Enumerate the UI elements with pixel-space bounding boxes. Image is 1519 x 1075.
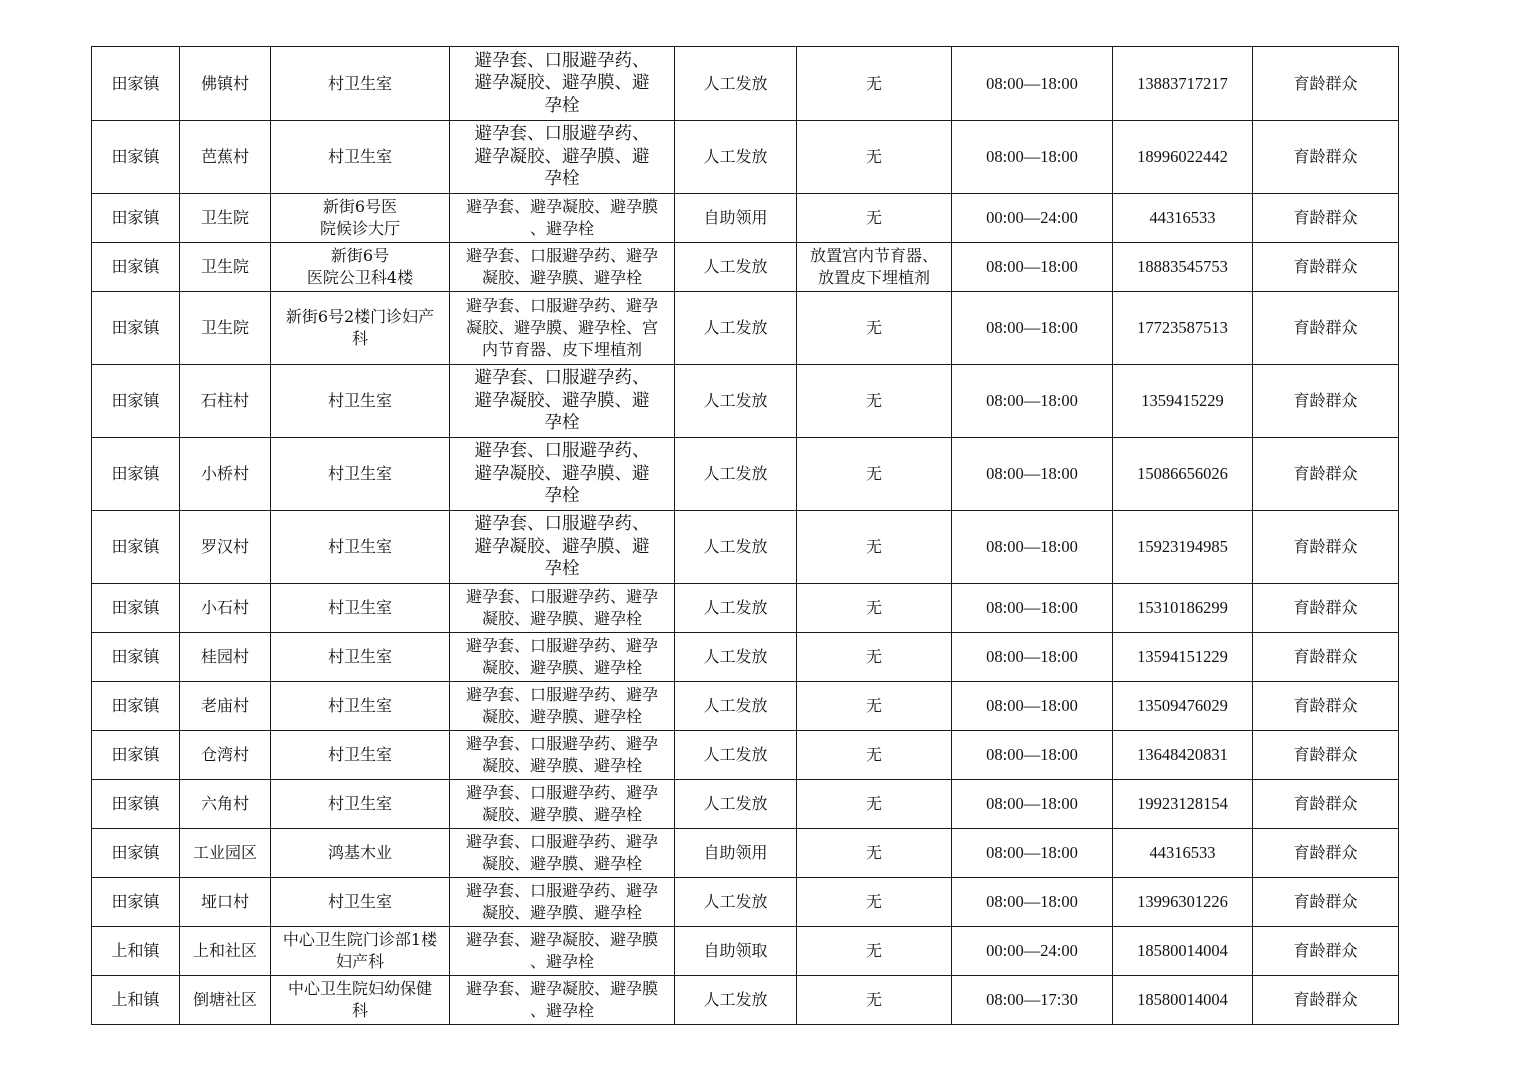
table-row — [92, 365, 1399, 438]
location-cell-line: 科 — [351, 1001, 368, 1020]
audience-cell: 育龄群众 — [1253, 829, 1399, 878]
location-cell — [271, 511, 450, 584]
location-cell-line: 村卫生室 — [327, 73, 392, 93]
location-cell-line: 村卫生室 — [327, 647, 392, 666]
table-row — [92, 682, 1399, 731]
table-row — [92, 511, 1399, 584]
methods-cell — [450, 976, 675, 1025]
phone-cell: 13883717217 — [1113, 47, 1253, 121]
services-cell-line: 放置宫内节育器、 — [809, 246, 938, 265]
location-cell — [271, 47, 450, 121]
phone-cell: 19923128154 — [1113, 780, 1253, 829]
audience-cell: 育龄群众 — [1253, 633, 1399, 682]
audience-cell: 育龄群众 — [1253, 47, 1399, 121]
distribution-cell: 人工发放 — [675, 511, 797, 584]
phone-cell: 18883545753 — [1113, 243, 1253, 292]
services-cell-line: 无 — [865, 843, 882, 862]
table-row — [92, 780, 1399, 829]
services-cell-line: 无 — [865, 745, 882, 764]
methods-cell-line: 避孕套、口服避孕药、避孕 — [465, 246, 658, 265]
services-cell-line: 无 — [865, 647, 882, 666]
methods-cell — [450, 731, 675, 780]
distribution-cell: 自助领取 — [675, 927, 797, 976]
audience-cell: 育龄群众 — [1253, 878, 1399, 927]
site-cell: 佛镇村 — [180, 47, 271, 121]
location-cell-line: 妇产科 — [335, 952, 384, 971]
site-cell: 六角村 — [180, 780, 271, 829]
distribution-cell: 自助领用 — [675, 194, 797, 243]
services-cell — [797, 511, 952, 584]
town-cell: 田家镇 — [92, 365, 180, 438]
location-cell — [271, 633, 450, 682]
table-row — [92, 292, 1399, 365]
methods-cell-line: 凝胶、避孕膜、避孕栓 — [481, 756, 642, 775]
distribution-cell: 人工发放 — [675, 731, 797, 780]
location-cell-line: 院候诊大厅 — [319, 219, 400, 238]
phone-cell: 18996022442 — [1113, 121, 1253, 194]
hours-cell: 08:00—18:00 — [952, 243, 1113, 292]
audience-cell: 育龄群众 — [1253, 976, 1399, 1025]
services-cell — [797, 584, 952, 633]
town-cell: 田家镇 — [92, 438, 180, 511]
site-cell: 芭蕉村 — [180, 121, 271, 194]
methods-cell-line: 避孕套、口服避孕药、避孕 — [465, 881, 658, 900]
hours-cell: 00:00—24:00 — [952, 194, 1113, 243]
hours-cell: 08:00—18:00 — [952, 633, 1113, 682]
methods-cell-line: 孕栓 — [544, 169, 580, 190]
site-cell: 工业园区 — [180, 829, 271, 878]
distribution-cell: 人工发放 — [675, 365, 797, 438]
distribution-cell: 人工发放 — [675, 47, 797, 121]
town-cell: 田家镇 — [92, 243, 180, 292]
site-cell: 垭口村 — [180, 878, 271, 927]
methods-cell — [450, 438, 675, 511]
location-cell — [271, 731, 450, 780]
phone-cell: 13509476029 — [1113, 682, 1253, 731]
distribution-cell: 人工发放 — [675, 292, 797, 365]
hours-cell: 08:00—18:00 — [952, 121, 1113, 194]
services-cell — [797, 731, 952, 780]
town-cell: 田家镇 — [92, 584, 180, 633]
table-row — [92, 584, 1399, 633]
table-row — [92, 731, 1399, 780]
location-cell — [271, 829, 450, 878]
town-cell: 上和镇 — [92, 976, 180, 1025]
distribution-cell: 人工发放 — [675, 243, 797, 292]
town-cell: 田家镇 — [92, 511, 180, 584]
distribution-cell: 人工发放 — [675, 633, 797, 682]
location-cell-line: 村卫生室 — [327, 696, 392, 715]
methods-cell — [450, 829, 675, 878]
location-cell-line: 村卫生室 — [327, 147, 392, 166]
methods-cell-line: 孕栓 — [544, 95, 580, 116]
services-cell-line: 无 — [865, 391, 882, 410]
location-cell — [271, 194, 450, 243]
methods-cell — [450, 292, 675, 365]
phone-cell: 13996301226 — [1113, 878, 1253, 927]
site-cell: 上和社区 — [180, 927, 271, 976]
methods-cell-line: 凝胶、避孕膜、避孕栓 — [481, 707, 642, 726]
location-cell-line: 新街6号医 — [322, 197, 398, 216]
town-cell: 田家镇 — [92, 292, 180, 365]
distribution-cell: 人工发放 — [675, 878, 797, 927]
phone-cell: 13594151229 — [1113, 633, 1253, 682]
audience-cell: 育龄群众 — [1253, 438, 1399, 511]
town-cell: 田家镇 — [92, 780, 180, 829]
methods-cell — [450, 47, 675, 121]
audience-cell: 育龄群众 — [1253, 731, 1399, 780]
methods-cell-line: 避孕套、口服避孕药、避孕 — [465, 587, 658, 606]
services-cell-line: 无 — [865, 598, 882, 617]
town-cell: 田家镇 — [92, 731, 180, 780]
location-cell — [271, 878, 450, 927]
services-cell — [797, 438, 952, 511]
audience-cell: 育龄群众 — [1253, 194, 1399, 243]
hours-cell: 08:00—18:00 — [952, 438, 1113, 511]
phone-cell: 18580014004 — [1113, 927, 1253, 976]
phone-cell: 44316533 — [1113, 194, 1253, 243]
site-cell: 老庙村 — [180, 682, 271, 731]
town-cell: 田家镇 — [92, 121, 180, 194]
location-cell — [271, 292, 450, 365]
methods-cell-line: 避孕套、避孕凝胶、避孕膜 — [465, 979, 658, 998]
methods-cell-line: 避孕套、避孕凝胶、避孕膜 — [465, 930, 658, 949]
hours-cell: 08:00—18:00 — [952, 780, 1113, 829]
table-row — [92, 927, 1399, 976]
services-cell-line: 无 — [865, 696, 882, 715]
site-cell: 卫生院 — [180, 292, 271, 365]
town-cell: 田家镇 — [92, 47, 180, 121]
location-cell-line: 村卫生室 — [327, 537, 392, 556]
methods-cell-line: 凝胶、避孕膜、避孕栓 — [481, 268, 642, 287]
methods-cell-line: 避孕凝胶、避孕膜、避 — [474, 73, 650, 94]
methods-cell-line: 避孕套、口服避孕药、 — [474, 441, 650, 462]
location-cell-line: 新街6号 — [330, 246, 390, 265]
table-row — [92, 976, 1399, 1025]
methods-cell-line: 、避孕栓 — [529, 952, 594, 971]
methods-cell — [450, 927, 675, 976]
audience-cell: 育龄群众 — [1253, 121, 1399, 194]
distribution-sites-table — [91, 46, 1399, 1025]
location-cell-line: 鸿基木业 — [327, 843, 392, 862]
services-cell — [797, 365, 952, 438]
services-cell — [797, 633, 952, 682]
table-row — [92, 194, 1399, 243]
audience-cell: 育龄群众 — [1253, 780, 1399, 829]
methods-cell-line: 、避孕栓 — [529, 219, 594, 238]
site-cell: 倒塘社区 — [180, 976, 271, 1025]
hours-cell: 00:00—24:00 — [952, 927, 1113, 976]
phone-cell: 1359415229 — [1113, 365, 1253, 438]
phone-cell: 17723587513 — [1113, 292, 1253, 365]
location-cell — [271, 927, 450, 976]
services-cell — [797, 878, 952, 927]
methods-cell-line: 避孕套、避孕凝胶、避孕膜 — [465, 197, 658, 216]
services-cell-line: 无 — [865, 794, 882, 813]
phone-cell: 44316533 — [1113, 829, 1253, 878]
location-cell-line: 村卫生室 — [327, 464, 392, 483]
table-row — [92, 829, 1399, 878]
distribution-cell: 人工发放 — [675, 121, 797, 194]
services-cell — [797, 292, 952, 365]
services-cell-line: 无 — [865, 208, 882, 227]
audience-cell: 育龄群众 — [1253, 927, 1399, 976]
methods-cell-line: 避孕套、口服避孕药、避孕 — [465, 734, 658, 753]
methods-cell-line: 凝胶、避孕膜、避孕栓 — [481, 854, 642, 873]
site-cell: 桂园村 — [180, 633, 271, 682]
hours-cell: 08:00—17:30 — [952, 976, 1113, 1025]
services-cell — [797, 927, 952, 976]
services-cell — [797, 829, 952, 878]
methods-cell-line: 孕栓 — [544, 559, 580, 580]
location-cell — [271, 682, 450, 731]
table-row — [92, 878, 1399, 927]
table-row — [92, 47, 1399, 121]
services-cell-line: 无 — [865, 464, 882, 483]
methods-cell — [450, 194, 675, 243]
town-cell: 田家镇 — [92, 633, 180, 682]
audience-cell: 育龄群众 — [1253, 365, 1399, 438]
methods-cell-line: 避孕套、口服避孕药、避孕 — [465, 832, 658, 851]
distribution-cell: 人工发放 — [675, 682, 797, 731]
table-row — [92, 243, 1399, 292]
location-cell — [271, 121, 450, 194]
audience-cell: 育龄群众 — [1253, 292, 1399, 365]
services-cell-line: 无 — [865, 537, 882, 556]
methods-cell-line: 避孕套、口服避孕药、避孕 — [465, 783, 658, 802]
phone-cell: 13648420831 — [1113, 731, 1253, 780]
methods-cell-line: 避孕套、口服避孕药、避孕 — [465, 636, 658, 655]
site-cell: 小桥村 — [180, 438, 271, 511]
methods-cell-line: 内节育器、皮下埋植剂 — [481, 340, 642, 359]
methods-cell — [450, 511, 675, 584]
location-cell-line: 村卫生室 — [327, 892, 392, 911]
distribution-cell: 人工发放 — [675, 780, 797, 829]
site-cell: 石柱村 — [180, 365, 271, 438]
methods-cell-line: 避孕凝胶、避孕膜、避 — [474, 463, 650, 484]
location-cell-line: 医院公卫科4楼 — [306, 268, 414, 287]
services-cell-line: 无 — [865, 147, 882, 166]
methods-cell-line: 避孕套、口服避孕药、 — [474, 50, 650, 71]
services-cell — [797, 47, 952, 121]
phone-cell: 15923194985 — [1113, 511, 1253, 584]
site-cell: 仓湾村 — [180, 731, 271, 780]
services-cell-line: 无 — [865, 941, 882, 960]
methods-cell-line: 避孕套、口服避孕药、 — [474, 124, 650, 145]
location-cell-line: 中心卫生院门诊部1楼 — [282, 930, 438, 949]
services-cell — [797, 121, 952, 194]
location-cell-line: 新街6号2楼门诊妇产 — [285, 307, 435, 326]
services-cell — [797, 194, 952, 243]
phone-cell: 15086656026 — [1113, 438, 1253, 511]
methods-cell-line: 凝胶、避孕膜、避孕栓 — [481, 805, 642, 824]
phone-cell: 18580014004 — [1113, 976, 1253, 1025]
table-row — [92, 633, 1399, 682]
methods-cell-line: 孕栓 — [544, 413, 580, 434]
location-cell — [271, 243, 450, 292]
methods-cell-line: 避孕凝胶、避孕膜、避 — [474, 390, 650, 411]
location-cell-line: 村卫生室 — [327, 794, 392, 813]
location-cell — [271, 438, 450, 511]
services-cell — [797, 780, 952, 829]
distribution-cell: 人工发放 — [675, 584, 797, 633]
location-cell-line: 中心卫生院妇幼保健 — [287, 979, 432, 998]
site-cell: 卫生院 — [180, 243, 271, 292]
services-cell-line: 放置皮下埋植剂 — [817, 268, 930, 287]
location-cell-line: 科 — [351, 329, 368, 348]
methods-cell — [450, 243, 675, 292]
location-cell-line: 村卫生室 — [327, 391, 392, 410]
methods-cell-line: 凝胶、避孕膜、避孕栓 — [481, 658, 642, 677]
location-cell — [271, 976, 450, 1025]
location-cell — [271, 365, 450, 438]
audience-cell: 育龄群众 — [1253, 682, 1399, 731]
audience-cell: 育龄群众 — [1253, 584, 1399, 633]
phone-cell: 15310186299 — [1113, 584, 1253, 633]
location-cell — [271, 780, 450, 829]
distribution-cell: 人工发放 — [675, 976, 797, 1025]
town-cell: 上和镇 — [92, 927, 180, 976]
services-cell-line: 无 — [865, 892, 882, 911]
town-cell: 田家镇 — [92, 878, 180, 927]
methods-cell — [450, 682, 675, 731]
town-cell: 田家镇 — [92, 829, 180, 878]
hours-cell: 08:00—18:00 — [952, 365, 1113, 438]
location-cell-line: 村卫生室 — [327, 598, 392, 617]
hours-cell: 08:00—18:00 — [952, 292, 1113, 365]
methods-cell-line: 孕栓 — [544, 486, 580, 507]
services-cell — [797, 243, 952, 292]
services-cell-line: 无 — [865, 318, 882, 337]
methods-cell — [450, 584, 675, 633]
town-cell: 田家镇 — [92, 194, 180, 243]
methods-cell-line: 避孕套、口服避孕药、避孕 — [465, 296, 658, 315]
table-body — [92, 47, 1399, 1025]
methods-cell — [450, 121, 675, 194]
hours-cell: 08:00—18:00 — [952, 47, 1113, 121]
distribution-cell: 人工发放 — [675, 438, 797, 511]
methods-cell-line: 避孕套、口服避孕药、 — [474, 368, 650, 389]
services-cell — [797, 682, 952, 731]
methods-cell-line: 凝胶、避孕膜、避孕栓 — [481, 903, 642, 922]
table-row — [92, 438, 1399, 511]
distribution-cell: 自助领用 — [675, 829, 797, 878]
methods-cell — [450, 633, 675, 682]
services-cell-line: 无 — [865, 73, 882, 93]
methods-cell — [450, 878, 675, 927]
methods-cell-line: 避孕凝胶、避孕膜、避 — [474, 536, 650, 557]
hours-cell: 08:00—18:00 — [952, 731, 1113, 780]
hours-cell: 08:00—18:00 — [952, 584, 1113, 633]
methods-cell-line: 避孕凝胶、避孕膜、避 — [474, 146, 650, 167]
methods-cell-line: 避孕套、口服避孕药、避孕 — [465, 685, 658, 704]
hours-cell: 08:00—18:00 — [952, 829, 1113, 878]
methods-cell-line: 避孕套、口服避孕药、 — [474, 514, 650, 535]
audience-cell: 育龄群众 — [1253, 243, 1399, 292]
methods-cell — [450, 365, 675, 438]
hours-cell: 08:00—18:00 — [952, 511, 1113, 584]
town-cell: 田家镇 — [92, 682, 180, 731]
methods-cell-line: 凝胶、避孕膜、避孕栓、宫 — [465, 318, 658, 337]
location-cell-line: 村卫生室 — [327, 745, 392, 764]
methods-cell-line: 、避孕栓 — [529, 1001, 594, 1020]
table-row — [92, 121, 1399, 194]
site-cell: 小石村 — [180, 584, 271, 633]
location-cell — [271, 584, 450, 633]
services-cell-line: 无 — [865, 990, 882, 1009]
methods-cell-line: 凝胶、避孕膜、避孕栓 — [481, 609, 642, 628]
site-cell: 卫生院 — [180, 194, 271, 243]
hours-cell: 08:00—18:00 — [952, 878, 1113, 927]
services-cell — [797, 976, 952, 1025]
audience-cell: 育龄群众 — [1253, 511, 1399, 584]
hours-cell: 08:00—18:00 — [952, 682, 1113, 731]
site-cell: 罗汉村 — [180, 511, 271, 584]
methods-cell — [450, 780, 675, 829]
